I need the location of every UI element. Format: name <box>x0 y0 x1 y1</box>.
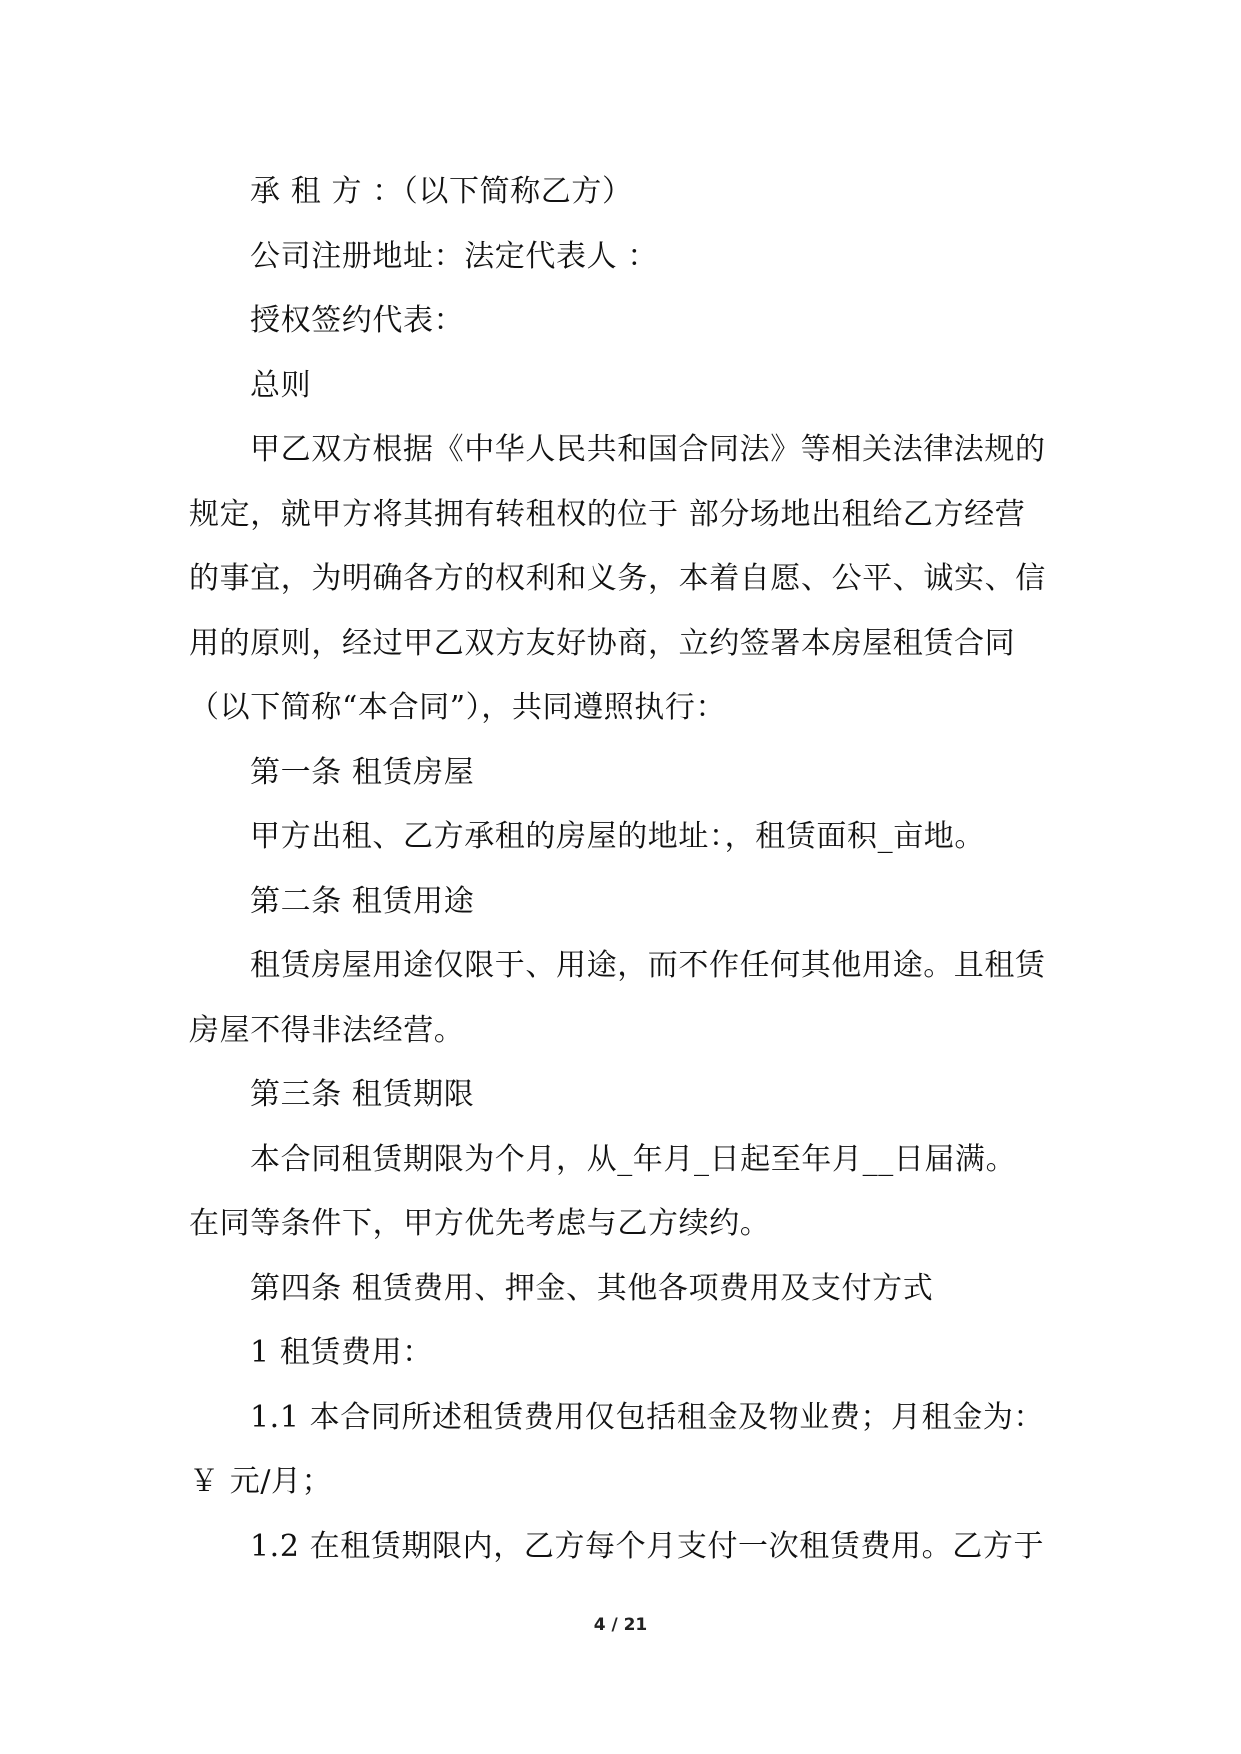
text-line: 租赁房屋用途仅限于、用途，而不作任何其他用途。且租赁 <box>250 948 1046 983</box>
text-line: 承 租 方 ：（以下简称乙方） <box>250 174 633 209</box>
text-line: 第一条 租赁房屋 <box>250 754 475 790</box>
text-line: 1 租赁费用： <box>250 1335 433 1370</box>
text-line: 规定，就甲方将其拥有转租权的位于 部分场地出租给乙方经营 <box>189 496 1026 532</box>
text-line: 本合同租赁期限为个月，从_年月_日起至年月__日届满。 <box>250 1141 1017 1177</box>
text-line: 房屋不得非法经营。 <box>189 1012 465 1048</box>
text-line: 甲乙双方根据《中华人民共和国合同法》等相关法律法规的 <box>250 432 1046 467</box>
text-line: 第二条 租赁用途 <box>250 883 475 919</box>
text-line: 授权签约代表： <box>250 303 465 338</box>
text-line: 用的原则，经过甲乙双方友好协商，立约签署本房屋租赁合同 <box>189 625 1016 661</box>
text-line: 在同等条件下，甲方优先考虑与乙方续约。 <box>189 1206 771 1241</box>
text-line: 第三条 租赁期限 <box>250 1077 475 1112</box>
text-line: 公司注册地址：法定代表人 ： <box>250 238 658 274</box>
text-line: 1.2 在租赁期限内，乙方每个月支付一次租赁费用。乙方于 <box>250 1528 1045 1564</box>
page-number: 4 / 21 <box>593 1615 648 1635</box>
document-body <box>189 160 1064 1579</box>
text-line: 1.1 本合同所述租赁费用仅包括租金及物业费；月租金为： <box>250 1399 1045 1435</box>
text-line: 甲方出租、乙方承租的房屋的地址：，租赁面积_亩地。 <box>250 819 985 854</box>
text-line: （以下简称“本合同”），共同遵照执行： <box>189 690 727 725</box>
text-line: 第四条 租赁费用、押金、其他各项费用及支付方式 <box>250 1270 934 1306</box>
text-line: 的事宜，为明确各方的权利和义务，本着自愿、公平、诚实、信 <box>189 561 1046 596</box>
text-line: 总则 <box>250 367 312 403</box>
text-line: ￥ 元/月； <box>189 1464 333 1499</box>
